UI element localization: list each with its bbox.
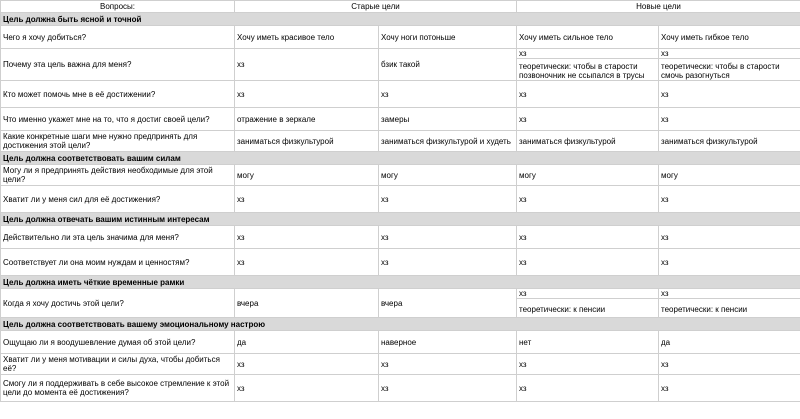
split-bottom-value: теоретически: чтобы в старости смочь разогнуться <box>661 62 780 80</box>
section-row <box>1 276 800 289</box>
old-goal-1-cell[interactable]: хз <box>235 354 379 375</box>
new-goal-1-cell[interactable]: хз <box>517 226 659 249</box>
table-row <box>1 108 800 131</box>
section-row <box>1 213 800 226</box>
question-cell[interactable]: Хватит ли у меня сил для её достижения? <box>1 186 235 213</box>
new-goal-2-cell[interactable]: хз <box>659 375 800 402</box>
old-goal-2-cell[interactable]: могу <box>379 165 517 186</box>
old-goal-2-cell[interactable]: хз <box>379 186 517 213</box>
old-goal-2-cell[interactable]: хз <box>379 375 517 402</box>
table-row <box>1 354 800 375</box>
question-cell[interactable]: Почему эта цель важна для меня? <box>1 49 235 81</box>
new-goal-1-cell[interactable]: Хочу иметь сильное тело <box>517 26 659 49</box>
old-goal-2-cell[interactable]: Хочу ноги потоньше <box>379 26 517 49</box>
table-row <box>1 226 800 249</box>
old-goal-1-cell[interactable]: да <box>235 331 379 354</box>
old-goal-2-cell[interactable]: хз <box>379 249 517 276</box>
new-goal-2-cell[interactable]: хз <box>659 249 800 276</box>
old-goal-2-cell[interactable]: наверное <box>379 331 517 354</box>
question-cell[interactable]: Могу ли я предпринять действия необходимые для этой цели? <box>1 165 235 186</box>
new-goal-2-cell[interactable]: хз <box>659 108 800 131</box>
new-goal-1-cell[interactable]: хз <box>517 249 659 276</box>
split-top-value: хз <box>659 49 800 59</box>
old-goal-1-cell[interactable]: отражение в зеркале <box>235 108 379 131</box>
new-goal-2-cell[interactable]: Хочу иметь гибкое тело <box>659 26 800 49</box>
section-title[interactable]: Цель должна соответствовать вашим силам <box>1 152 800 165</box>
old-goal-2-cell[interactable]: бзик такой <box>379 49 517 81</box>
section-title[interactable]: Цель должна иметь чёткие временные рамки <box>1 276 800 289</box>
old-goal-1-cell[interactable]: хз <box>235 249 379 276</box>
new-goal-1-cell[interactable]: хз <box>517 108 659 131</box>
old-goal-1-cell[interactable]: хз <box>235 49 379 81</box>
new-goal-1-cell[interactable]: хз <box>517 354 659 375</box>
question-cell[interactable]: Соответствует ли она моим нуждам и ценностям? <box>1 249 235 276</box>
old-goal-1-cell[interactable]: хз <box>235 81 379 108</box>
header-old-goals[interactable]: Старые цели <box>235 1 517 13</box>
old-goal-1-cell[interactable]: вчера <box>235 289 379 318</box>
old-goal-2-cell[interactable]: хз <box>379 226 517 249</box>
question-cell[interactable]: Что именно укажет мне на то, что я достиг своей цели? <box>1 108 235 131</box>
table-row <box>1 26 800 49</box>
new-goal-2-cell[interactable]: могу <box>659 165 800 186</box>
old-goal-2-cell[interactable]: вчера <box>379 289 517 318</box>
section-row <box>1 152 800 165</box>
section-row <box>1 13 800 26</box>
old-goal-1-cell[interactable]: могу <box>235 165 379 186</box>
old-goal-1-cell[interactable]: хз <box>235 226 379 249</box>
new-goal-1-cell[interactable] <box>517 289 659 318</box>
table-row <box>1 131 800 152</box>
new-goal-1-cell[interactable]: хз <box>517 375 659 402</box>
table-row <box>1 165 800 186</box>
old-goal-2-cell[interactable]: замеры <box>379 108 517 131</box>
new-goal-2-cell[interactable]: хз <box>659 186 800 213</box>
old-goal-2-cell[interactable]: хз <box>379 81 517 108</box>
question-cell[interactable]: Смогу ли я поддерживать в себе высокое стремление к этой цели до момента её достижения? <box>1 375 235 402</box>
table-row <box>1 81 800 108</box>
new-goal-1-cell[interactable]: хз <box>517 186 659 213</box>
split-top-value: хз <box>659 289 800 299</box>
question-cell[interactable]: Кто может помочь мне в её достижении? <box>1 81 235 108</box>
question-cell[interactable]: Хватит ли у меня мотивации и силы духа, чтобы добиться её? <box>1 354 235 375</box>
split-top-value: хз <box>517 49 658 59</box>
table-row <box>1 186 800 213</box>
new-goal-1-cell[interactable]: нет <box>517 331 659 354</box>
section-title[interactable]: Цель должна быть ясной и точной <box>1 13 800 26</box>
new-goal-2-cell[interactable]: хз <box>659 354 800 375</box>
question-cell[interactable]: Когда я хочу достичь этой цели? <box>1 289 235 318</box>
question-cell[interactable]: Какие конкретные шаги мне нужно предпринять для достижения этой цели? <box>1 131 235 152</box>
new-goal-1-cell[interactable]: хз <box>517 81 659 108</box>
old-goal-1-cell[interactable]: хз <box>235 186 379 213</box>
old-goal-1-cell[interactable]: хз <box>235 375 379 402</box>
split-bottom-value: теоретически: к пенсии <box>519 305 606 314</box>
new-goal-2-cell[interactable]: заниматься физкультурой <box>659 131 800 152</box>
new-goal-2-cell[interactable]: да <box>659 331 800 354</box>
question-cell[interactable]: Действительно ли эта цель значима для меня? <box>1 226 235 249</box>
new-goal-2-cell[interactable] <box>659 289 800 318</box>
section-title[interactable]: Цель должна соответствовать вашему эмоциональному настрою <box>1 318 800 331</box>
table-row <box>1 331 800 354</box>
split-top-value: хз <box>517 289 658 299</box>
header-new-goals[interactable]: Новые цели <box>517 1 800 13</box>
split-bottom-value: теоретически: к пенсии <box>661 305 748 314</box>
table-row <box>1 49 800 81</box>
table-row <box>1 289 800 318</box>
header-row <box>1 1 800 13</box>
old-goal-2-cell[interactable]: заниматься физкультурой и худеть <box>379 131 517 152</box>
section-row <box>1 318 800 331</box>
section-title[interactable]: Цель должна отвечать вашим истинным интересам <box>1 213 800 226</box>
new-goal-2-cell[interactable] <box>659 49 800 81</box>
new-goal-1-cell[interactable]: могу <box>517 165 659 186</box>
old-goal-1-cell[interactable]: заниматься физкультурой <box>235 131 379 152</box>
new-goal-2-cell[interactable]: хз <box>659 226 800 249</box>
question-cell[interactable]: Ощущаю ли я воодушевление думая об этой цели? <box>1 331 235 354</box>
new-goal-1-cell[interactable]: заниматься физкультурой <box>517 131 659 152</box>
header-questions[interactable]: Вопросы: <box>1 1 235 13</box>
old-goal-2-cell[interactable]: хз <box>379 354 517 375</box>
table-row <box>1 249 800 276</box>
old-goal-1-cell[interactable]: Хочу иметь красивое тело <box>235 26 379 49</box>
question-cell[interactable]: Чего я хочу добиться? <box>1 26 235 49</box>
table-row <box>1 375 800 402</box>
new-goal-1-cell[interactable] <box>517 49 659 81</box>
new-goal-2-cell[interactable]: хз <box>659 81 800 108</box>
split-bottom-value: теоретически: чтобы в старости позвоночник не ссыпался в трусы <box>519 62 645 80</box>
